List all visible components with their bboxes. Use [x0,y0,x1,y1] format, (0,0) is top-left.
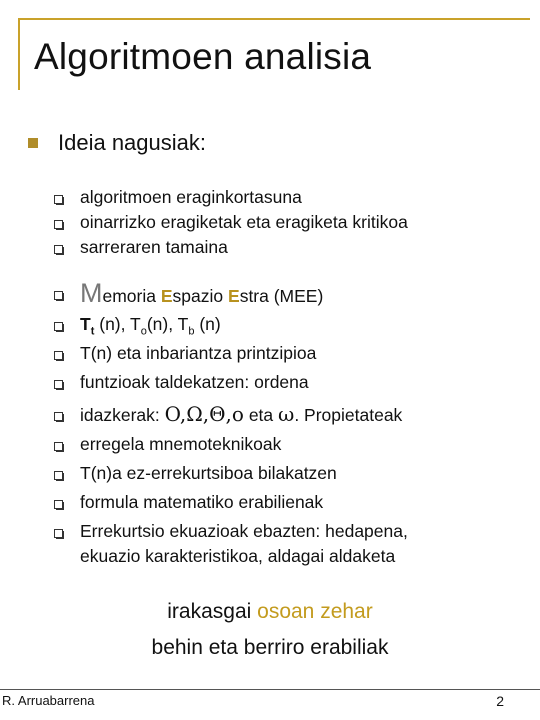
notation-prefix: idazkerak: [80,405,165,425]
checkbox-bullet-icon [54,500,63,509]
list-item [54,186,302,208]
closing-line-1 [0,600,540,624]
mee-word-3: stra (MEE) [239,286,324,306]
notation-mid: eta [243,405,279,425]
checkbox-bullet-icon [54,442,63,451]
list-item [54,433,281,455]
item-text: algoritmoen eraginkortasuna [80,187,302,207]
square-bullet-icon [28,138,38,148]
list-item [54,211,408,233]
item-text: funtzioak taldekatzen: ordena [80,372,309,392]
list-item-notation [54,403,402,426]
item-text: erregela mnemoteknikoak [80,434,282,454]
item-text-line-2: ekuazio karakteristikoa, aldagai aldaketa [80,546,396,566]
item-text [80,403,402,426]
slide-title: Algoritmoen analisia [34,36,372,77]
mee-letter-m: M [80,278,103,308]
list-item-mee [54,278,324,308]
checkbox-bullet-icon [54,220,63,229]
closing-pre: irakasgai [167,600,258,623]
checkbox-bullet-icon [54,529,63,538]
checkbox-bullet-icon [54,195,63,204]
mee-word-1: emoria [102,286,161,306]
tt-text-1: (n), T [94,314,141,334]
item-text: T(n) eta inbariantza printzipioa [80,343,317,363]
list-item [54,462,337,484]
mee-word-2: spazio [172,286,228,306]
checkbox-bullet-icon [54,322,63,331]
item-text: formula matematiko erabilienak [80,492,324,512]
list-item [54,236,228,258]
main-bullet-row [28,130,206,156]
checkbox-bullet-icon [54,471,63,480]
closing-accent: osoan zehar [257,600,373,623]
list-item [54,520,408,567]
item-text-line-1: Errekurtsio ekuazioak ebazten: hedapena, [80,521,408,541]
item-text: sarreraren tamaina [80,237,228,257]
item-text: oinarrizko eragiketak eta eragiketa kritikoa [80,212,408,232]
notation-suffix: . Propietateak [294,405,403,425]
notation-omega: ω [278,402,295,426]
main-bullet-text: Ideia nagusiak: [58,130,206,155]
item-text: T(n)a ez-errekurtsiboa bilakatzen [80,463,337,483]
t-sub: t [90,325,95,338]
checkbox-bullet-icon [54,380,63,389]
item-text [80,278,324,308]
page-number: 2 [496,693,504,709]
list-item [54,342,316,364]
tt-text-3: (n) [194,314,221,334]
closing-line-2: behin eta berriro erabiliak [151,636,389,659]
item-text [80,520,408,567]
checkbox-bullet-icon [54,291,63,300]
mee-letter-e2: E [228,286,240,306]
t-bold: T [80,314,91,334]
mee-letter-e1: E [160,286,173,306]
checkbox-bullet-icon [54,245,63,254]
footer-author: R. Arruabarrena [2,693,95,708]
list-item [54,371,309,393]
b-sub: b [188,325,195,338]
item-text [80,313,221,343]
notation-symbols: O,Ω,Θ,o [164,402,244,426]
footer-divider [0,689,540,690]
o-sub: o [140,325,147,338]
checkbox-bullet-icon [54,351,63,360]
list-item-tt [54,313,221,343]
tt-text-2: (n), T [146,314,189,334]
list-item [54,491,323,513]
checkbox-bullet-icon [54,412,63,421]
